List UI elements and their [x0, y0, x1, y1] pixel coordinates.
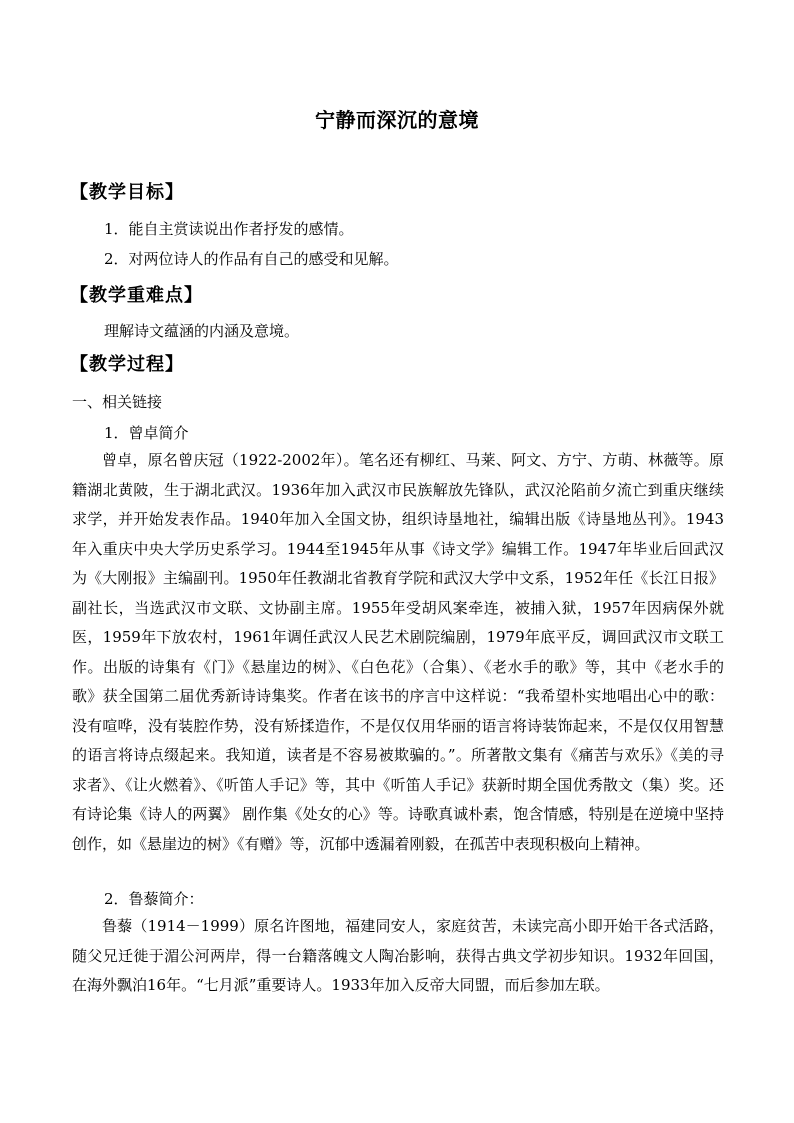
objective-item-2: 2．对两位诗人的作品有自己的感受和见解。 — [104, 250, 399, 268]
part1-paragraph: 曾卓，原名曾庆冠（1922-2002年）。笔名还有柳红、马莱、阿文、方宁、方萌、林薇等。原籍湖北黄陂，生于湖北武汉。1936年加入武汉市民族解放先锋队，武汉沦陷前夕流亡到重庆继续求学，并开始发表作品。1940年加入全国文协，组织诗垦地社，编辑出版《诗垦地丛刊》。1943年入重庆中央大学历史系学习。1944至1945年从事《诗文学》编辑工作。1947年毕业后回武汉为《大刚报》主编副刊。1950年任教湖北省教育学院和武汉大学中文系，1952年任《长江日报》副社长，当选武汉市文联、文协副主席。1955年受胡风案牵连，被捕入狱，1957年因病保外就医，1959年下放农村，1961年调任武汉人民艺术剧院编剧，1979年底平反，调回武汉市文联工作。出版的诗集有《门》《悬崖边的树》、《白色花》（合集）、《老水手的歌》等，其中《老水手的歌》获全国第二届优秀新诗诗集奖。作者在该书的序言中这样说：“我希望朴实地唱出心中的歌：没有喧哗，没有装腔作势，没有矫揉造作，不是仅仅用华丽的语言将诗装饰起来，不是仅仅用智慧的语言将诗点缀起来。我知道，读者是不容易被欺骗的。”。所著散文集有《痛苦与欢乐》《美的寻求者》、《让火燃着》、《听笛人手记》等，其中《听笛人手记》获新时期全国优秀散文（集）奖。还有诗论集《诗人的两翼》 剧作集《处女的心》等。诗歌真诚朴素，饱含情感，特别是在逆境中坚持创作，如《悬崖边的树》《有赠》等，沉郁中透漏着刚毅，在孤苦中表现积极向上精神。 — [72, 451, 724, 853]
key-points-text: 理解诗文蕴涵的内涵及意境。 — [104, 322, 300, 340]
sub-heading-related-links: 一、相关链接 — [72, 393, 163, 411]
page-title: 宁静而深沉的意境 — [315, 108, 479, 132]
heading-process: 【教学过程】 — [70, 354, 184, 375]
part1-title: 1．曾卓简介 — [104, 424, 189, 442]
heading-key-points: 【教学重难点】 — [70, 285, 203, 306]
heading-objectives: 【教学目标】 — [70, 182, 184, 203]
part2-title: 2．鲁藜简介： — [104, 890, 204, 908]
part2-paragraph: 鲁藜（1914－1999）原名许图地，福建同安人，家庭贫苦，未读完高小即开始干各式活路，随父兄迁徙于湄公河两岸，得一台籍落魄文人陶冶影响，获得古典文学初步知识。1932年回国，在海外飘泊16年。“七月派”重要诗人。1933年加入反帝大同盟，而后参加左联。 — [72, 917, 724, 994]
objective-item-1: 1．能自主赏读说出作者抒发的感情。 — [104, 220, 354, 238]
